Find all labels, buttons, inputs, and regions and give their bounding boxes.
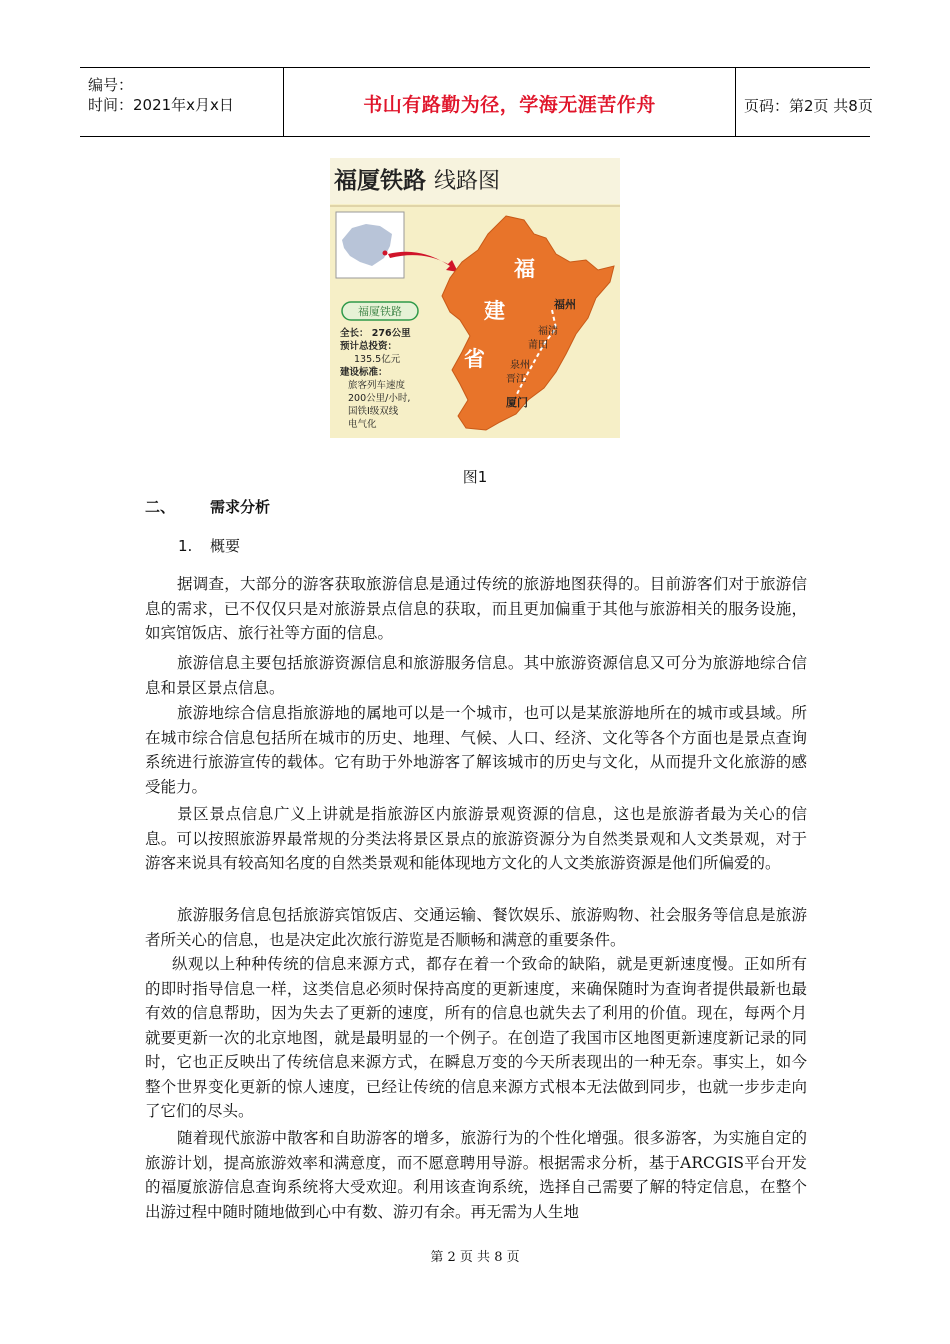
stat-length: 全长： 276公里	[340, 328, 411, 339]
fujian-locator-dot	[383, 251, 388, 256]
header-meta-cell	[80, 68, 284, 136]
paragraph-3: 旅游地综合信息指旅游地的属地可以是一个城市，也可以是某旅游地所在的城市或县域。所在城市综合信息包括所在城市的历史、地理、气候、人口、经济、文化等各个方面也是景点查询系统进行旅游宣传的载体。它有助于外地游客了解该城市的历史与文化，从而提升文化旅游的感受能力。	[145, 704, 807, 796]
stat-standard-label: 建设标准：	[340, 367, 388, 378]
city-label-quanzhou: 泉州	[510, 360, 530, 371]
header-page-info: 页码：第2页 共8页	[744, 97, 873, 115]
document-header	[80, 67, 873, 137]
figure-caption: 图1	[462, 468, 488, 486]
stat-standard-1: 旅客列车速度	[348, 380, 406, 391]
city-label-putian: 莆田	[528, 340, 548, 351]
province-char-1: 福	[514, 257, 535, 281]
section-heading	[145, 496, 270, 517]
province-char-2: 建	[484, 299, 505, 323]
stat-standard-2: 200公里/小时,	[348, 393, 411, 404]
time-label: 时间：2021年x月x日	[88, 96, 234, 114]
stat-standard-4: 电气化	[348, 419, 377, 430]
paragraph-2: 旅游信息主要包括旅游资源信息和旅游服务信息。其中旅游资源信息又可分为旅游地综合信息和景区景点信息。	[145, 654, 807, 697]
subsection-heading	[178, 535, 240, 556]
header-motto-cell	[284, 68, 736, 136]
paragraph-6: 纵观以上种种传统的信息来源方式，都存在着一个致命的缺陷，就是更新速度慢。正如所有的即时指导信息一样，这类信息必须时保持高度的更新速度，来确保随时为查询者提供最新也最有效的信息帮助，因为失去了更新的速度，所有的信息也就失去了利用的价值。现在，每两个月就要更新一次的北京地图，就是最明显的一个例子。在创造了我国市区地图更新速度新记录的同时，它也正反映出了传统信息来源方式，在瞬息万变的今天所表现出的一种无奈。事实上，如今整个世界变化更新的惊人速度，已经让传统的信息来源方式根本无法做到同步，也就一步步走向了它们的尽头。	[145, 955, 807, 1120]
map-title-normal: 线路图	[434, 169, 501, 194]
city-label-jinjiang: 晋江	[506, 374, 526, 385]
paragraph-5: 旅游服务信息包括旅游宾馆饭店、交通运输、餐饮娱乐、旅游购物、社会服务等信息是旅游者所关心的信息，也是决定此次旅行游览是否顺畅和满意的重要条件。	[145, 906, 807, 949]
city-label-fuzhou: 福州	[554, 298, 576, 311]
paragraph-1: 据调查，大部分的游客获取旅游信息是通过传统的旅游地图获得的。目前游客们对于旅游信息的需求，已不仅仅只是对旅游景点信息的获取，而且更加偏重于其他与旅游相关的服务设施，如宾馆饭店、旅行社等方面的信息。	[145, 575, 807, 642]
city-label-xiamen: 厦门	[506, 396, 528, 409]
section-number: 二、	[145, 498, 176, 516]
section-title: 需求分析	[210, 498, 271, 516]
stat-investment-value: 135.5亿元	[354, 354, 401, 365]
subsection-title: 概要	[210, 537, 241, 555]
stat-standard-3: 国铁Ⅰ级双线	[348, 406, 399, 417]
header-motto: 书山有路勤为径，学海无涯苦作舟	[363, 94, 656, 116]
province-char-3: 省	[464, 347, 485, 371]
number-label: 编号：	[88, 76, 134, 94]
city-label-fuqing: 福清	[538, 326, 558, 337]
stat-investment-label: 预计总投资：	[340, 341, 398, 352]
page-footer: 第 2 页 共 8 页	[430, 1250, 520, 1265]
paragraph-4: 景区景点信息广义上讲就是指旅游区内旅游景观资源的信息，这也是旅游者最为关心的信息。可以按照旅游界最常规的分类法将景区景点的旅游资源分为自然类景观和人文类景观，对于游客来说具有较高知名度的自然类景观和能体现地方文化的人文类旅游资源是他们所偏爱的。	[145, 805, 807, 872]
railway-badge-label: 福厦铁路	[358, 305, 402, 318]
railway-map-figure	[330, 158, 620, 438]
map-title-bold: 福厦铁路	[334, 168, 426, 194]
subsection-number: 1.	[178, 537, 193, 555]
paragraph-7: 随着现代旅游中散客和自助游客的增多，旅游行为的个性化增强。很多游客，为实施自定的旅游计划，提高旅游效率和满意度，而不愿意聘用导游。根据需求分析，基于ARCGIS平台开发的福厦旅游信息查询系统将大受欢迎。利用该查询系统，选择自己需要了解的特定信息，在整个出游过程中随时随地做到心中有数、游刃有余。再无需为人生地	[145, 1129, 807, 1221]
header-page-cell	[736, 68, 873, 136]
